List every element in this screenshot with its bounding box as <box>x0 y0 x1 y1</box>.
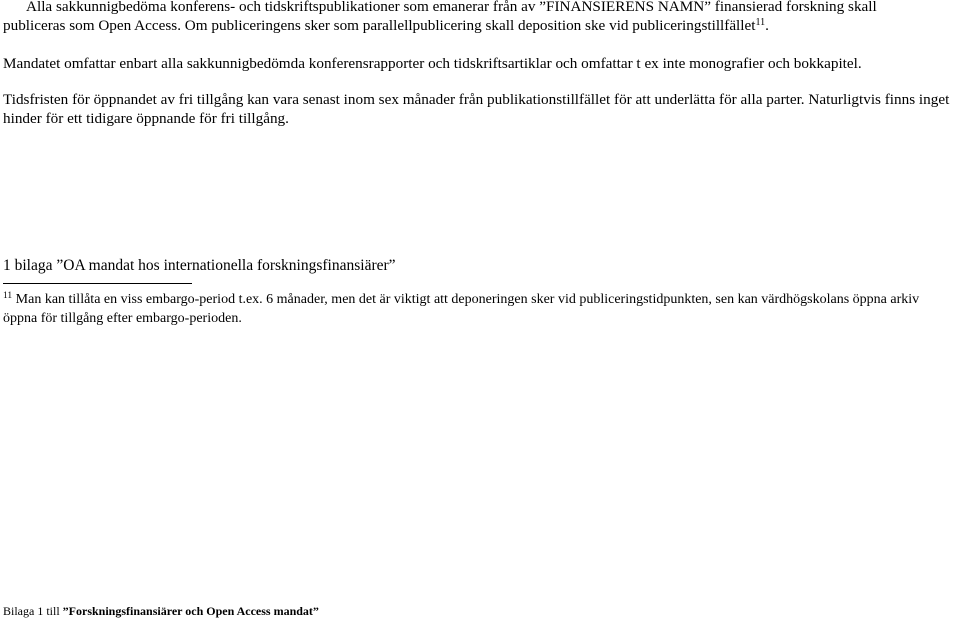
appendix-reference-text: 1 bilaga ”OA mandat hos internationella forskningsfinansiärer” <box>3 257 396 274</box>
footnote <box>3 290 955 328</box>
paragraph-oa-requirement <box>3 0 955 35</box>
paragraph-mandate-scope <box>3 54 955 73</box>
paragraph-text: Tidsfristen för öppnandet av fri tillgång kan vara senast inom sex månader från publikationstillfället för att underlätta för alla parter. Naturligtvis finns inget hinder för ett tidigare öppnande för fri tillgång. <box>3 91 950 127</box>
paragraph-text: Mandatet omfattar enbart alla sakkunnigbedömda konferensrapporter och tidskriftsartiklar och omfattar t ex inte monografier och bokkapitel. <box>3 55 862 72</box>
footnote-reference[interactable]: 11 <box>755 17 766 28</box>
paragraph-line <box>3 16 955 35</box>
paragraph-deadline <box>3 90 955 128</box>
appendix-reference <box>3 256 955 275</box>
paragraph-text: Alla sakkunnigbedöma konferens- och tidskriftspublikationer som emanerar från av ”FINANSIERENS NAMN” finansierad forskning skall <box>26 0 877 15</box>
footer-title: ”Forskningsfinansiärer och Open Access mandat” <box>62 604 319 618</box>
footnote-text: Man kan tillåta en viss embargo-period t.ex. 6 månader, men det är viktigt att deponeringen sker vid publiceringstidpunkten, sen kan värdhögskolans öppna arkiv öppna för tillgång efter embargo-perioden. <box>3 292 920 326</box>
paragraph-text: . <box>765 17 769 34</box>
page-footer <box>3 604 955 619</box>
footnote-marker: 11 <box>3 291 13 301</box>
footer-prefix: Bilaga 1 till <box>3 604 63 618</box>
paragraph-text: publiceras som Open Access. Om publiceringens sker som parallellpublicering skall deposition ske vid publiceringstillfället <box>3 17 756 34</box>
footnote-separator <box>3 283 192 284</box>
paragraph-line <box>3 0 955 16</box>
